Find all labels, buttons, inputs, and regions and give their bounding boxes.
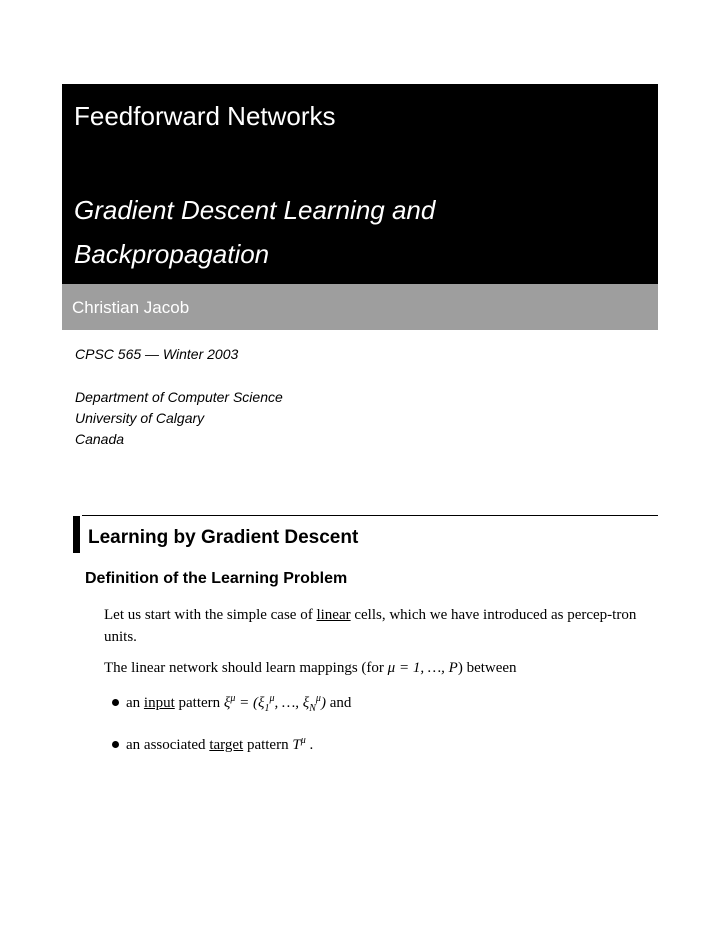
bullet-icon — [112, 741, 119, 748]
meta-info — [75, 344, 575, 450]
title-block — [62, 84, 658, 284]
document-title: Feedforward Networks — [74, 101, 336, 131]
university-line: University of Calgary — [75, 410, 205, 426]
author-bar — [62, 284, 658, 330]
course-line: CPSC 565 — Winter 2003 — [75, 346, 239, 362]
document-subtitle: Gradient Descent Learning and Backpropagation — [74, 195, 436, 269]
target-symbol: T — [292, 737, 301, 753]
department-line: Department of Computer Science — [75, 389, 283, 405]
country-line: Canada — [75, 431, 125, 447]
mu-range: μ = 1, …, P — [387, 660, 458, 676]
input-pattern-formula: $\xi^\mu = (\xi_1^\mu$, …, $\xi_N^\mu$) — [223, 693, 326, 714]
linear-term: linear — [316, 607, 351, 623]
target-superscript: μ — [300, 735, 306, 746]
paragraph-1: Let us start with the simple case of linear cells, which we have introduced as percep-tron units. — [104, 607, 637, 645]
section-divider — [82, 515, 658, 516]
bullet-icon — [112, 699, 119, 706]
subsection-heading: Definition of the Learning Problem — [85, 570, 348, 587]
body-text — [104, 604, 660, 766]
author-name: Christian Jacob — [72, 298, 190, 317]
bullet-list — [104, 688, 660, 756]
target-term: target — [209, 737, 244, 753]
list-item: an input pattern $\xi^\mu = (\xi_1^\mu$, …, $\xi_N^\mu$) and — [112, 688, 660, 720]
paragraph-2: The linear network should learn mappings (for μ = 1, …, P) between — [104, 660, 517, 676]
input-term: input — [143, 695, 175, 711]
section-heading: Learning by Gradient Descent — [88, 527, 359, 548]
list-item: an associated target pattern $T^\mu$ . — [112, 730, 660, 756]
section-marker — [73, 516, 80, 553]
